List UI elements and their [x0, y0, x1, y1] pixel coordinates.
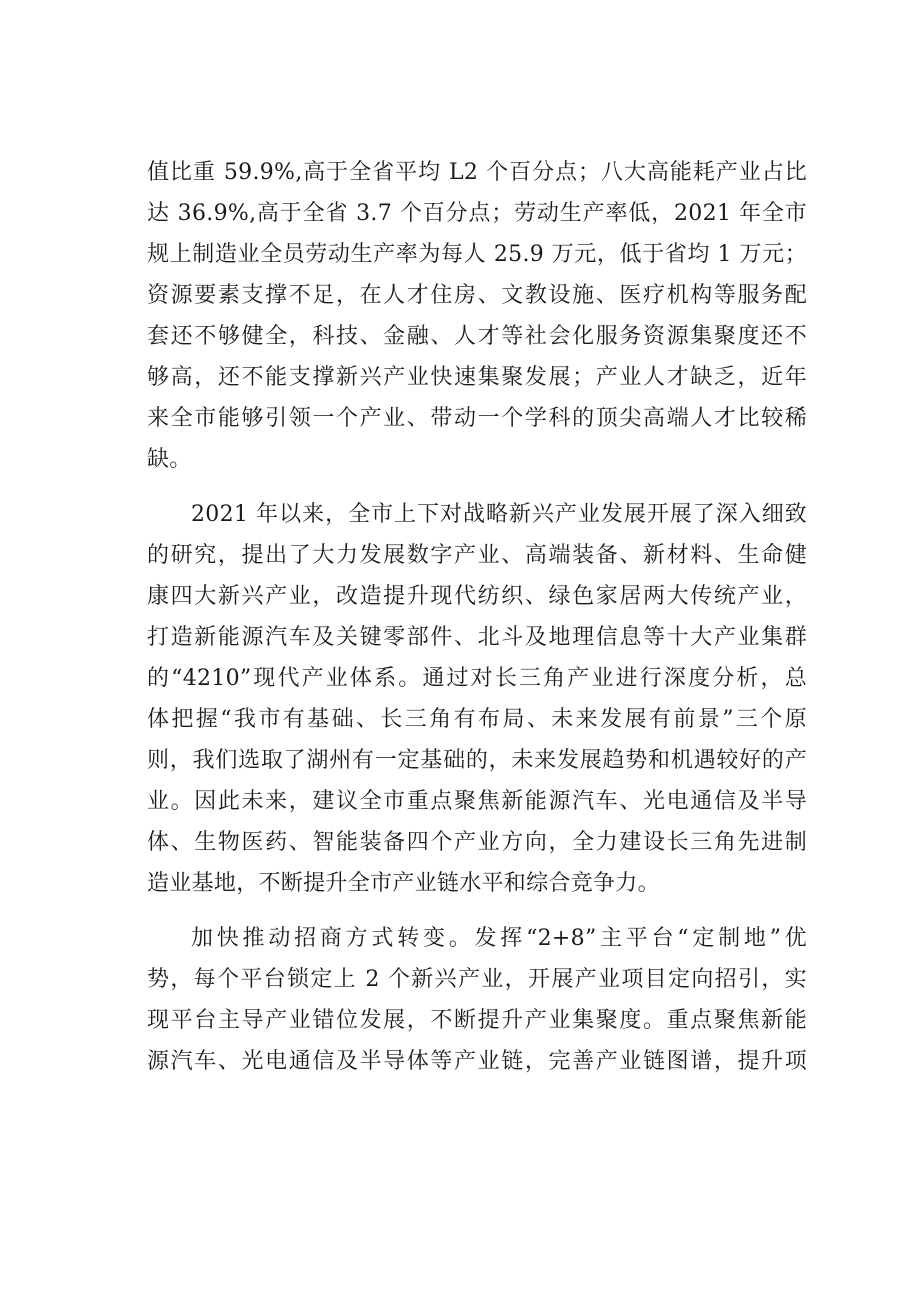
paragraph-spacer [147, 480, 807, 494]
text-line: 业。因此未来，建议全市重点聚焦新能源汽车、光电通信及半导 [147, 789, 807, 814]
text-line: 加快推动招商方式转变。发挥“2+8”主平台“定制地”优 [191, 926, 807, 951]
paragraph-3 [147, 918, 807, 1082]
text-line: 2021 年以来，全市上下对战略新兴产业发展开展了深入细致 [191, 502, 807, 527]
paragraph-1 [147, 152, 807, 480]
paragraph-2 [147, 494, 807, 904]
text-line: 造业基地，不断提升全市产业链水平和综合竞争力。 [147, 871, 660, 896]
text-line: 则，我们选取了湖州有一定基础的，未来发展趋势和机遇较好的产 [147, 748, 807, 773]
text-line: 源汽车、光电通信及半导体等产业链，完善产业链图谱，提升项 [147, 1049, 807, 1074]
text-line: 缺。 [147, 447, 192, 472]
text-line: 规上制造业全员劳动生产率为每人 25.9 万元，低于省均 1 万元； [147, 242, 807, 267]
text-line: 体、生物医药、智能装备四个产业方向，全力建设长三角先进制 [147, 830, 807, 855]
text-line: 值比重 59.9%,高于全省平均 L2 个百分点；八大高能耗产业占比 [147, 160, 807, 185]
text-line: 打造新能源汽车及关键零部件、北斗及地理信息等十大产业集群 [147, 625, 807, 650]
text-line: 康四大新兴产业，改造提升现代纺织、绿色家居两大传统产业， [147, 584, 807, 609]
text-line: 现平台主导产业错位发展，不断提升产业集聚度。重点聚焦新能 [147, 1008, 807, 1033]
text-line: 的“4210”现代产业体系。通过对长三角产业进行深度分析，总 [147, 666, 807, 691]
text-line: 资源要素支撑不足，在人才住房、文教设施、医疗机构等服务配 [147, 283, 807, 308]
text-line: 的研究，提出了大力发展数字产业、高端装备、新材料、生命健 [147, 543, 807, 568]
text-line: 体把握“我市有基础、长三角有布局、未来发展有前景”三个原 [147, 707, 807, 732]
document-page [147, 152, 807, 1082]
text-line: 来全市能够引领一个产业、带动一个学科的顶尖高端人才比较稀 [147, 406, 807, 431]
text-line: 势，每个平台锁定上 2 个新兴产业，开展产业项目定向招引，实 [147, 967, 807, 992]
paragraph-spacer [147, 904, 807, 918]
text-line: 够高，还不能支撑新兴产业快速集聚发展；产业人才缺乏，近年 [147, 365, 807, 390]
text-line: 套还不够健全，科技、金融、人才等社会化服务资源集聚度还不 [147, 324, 807, 349]
text-line: 达 36.9%,高于全省 3.7 个百分点；劳动生产率低，2021 年全市 [147, 201, 807, 226]
